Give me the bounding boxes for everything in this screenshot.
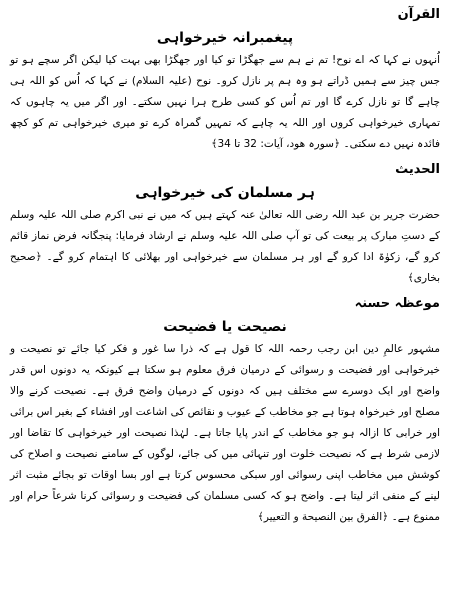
hadith-heading: الحدیث xyxy=(395,162,440,177)
mauiza-heading: موعظہ حسنہ xyxy=(354,296,440,311)
mauiza-reference: ﴿الفرق بین النصیحة و التعییر﴾ xyxy=(257,511,389,523)
quran-reference: ﴿سورہ ھود، آیات: 32 تا 34﴾ xyxy=(211,138,341,150)
hadith-title: ہر مسلمان کی خیرخواہی xyxy=(135,185,315,201)
quran-heading: القرآن xyxy=(397,7,440,22)
hadith-text xyxy=(10,205,440,289)
mauiza-title: نصیحت یا فضیحت xyxy=(163,319,287,335)
hadith-reference: ﴿صحیح بخاری﴾ xyxy=(10,251,440,284)
quran-title: پیغمبرانہ خیرخواہی xyxy=(156,30,294,46)
quran-body: اُنہوں نے کہا کہ اے نوح! تم نے ہم سے جھگڑا تو کیا اور جھگڑا بھی بہت کیا لیکن اگر سچے ہو تو جس چیز سے ہمیں ڈراتے ہو وہ ہم پر نازل کرو۔ نوح (علیہ السلام) نے کہا کہ اُس کو اللہ ہی چاہے گا تو نازل کرے گا اور تم اُس کو کسی طرح ہرا نہیں سکتے۔ اور اگر میں یہ چاہوں کہ تمہاری خیرخواہی کروں اور اللہ یہ چاہے کہ تمہیں گمراہ کرے تو میری خیرخواہی تم کو کچھ فائدہ نہیں دے سکتی۔ xyxy=(10,54,440,150)
hadith-body: حضرت جریر بن عبد اللہ رضی اللہ تعالیٰ عنہ کہتے ہیں کہ میں نے نبی اکرم صلی اللہ علیہ وسلم کے دستِ مبارک پر بیعت کی تو آپ صلی اللہ علیہ وسلم نے ارشاد فرمایا: پنجگانہ فرض نماز قائم کرو گے، زکوٰۃ ادا کرو گے اور ہر مسلمان سے خیرخواہی اور بھلائی کا اہتمام کرو گے۔ xyxy=(10,209,440,263)
mauiza-text xyxy=(10,339,440,528)
mauiza-body: مشہور عالمِ دین ابن رجب رحمہ اللہ کا قول ہے کہ ذرا سا غور و فکر کیا جائے تو نصیحت و خیرخواہی اور فضیحت و رسوائی کے درمیان فرق معلوم ہو سکتا ہے کیونکہ یہ دونوں اس قدر واضح اور ایک دوسرے سے مختلف ہیں کہ دونوں کے درمیان واضح فرق ہے۔ نصیحت کرنے والا مصلح اور خیرخواہ ہوتا ہے جو مخاطب کے عیوب و نقائص کی اشاعت اور افشاء کے بغیر اس برائی اور خرابی کا ازالہ ہو جو مخاطب کے اندر پایا جاتا ہے۔ لہٰذا نصیحت اور خیرخواہی کا تقاضا اور لازمی شرط ہے کہ نصیحت خلوت اور تنہائی میں کی جائے، لوگوں کے سامنے نصیحت و اصلاح کی کوشش میں مخاطب اپنی رسوائی اور سبکی محسوس کرتا ہے اور بسا اوقات تو بجائے مثبت اثر لینے کے منفی اثر لیتا ہے۔ واضح ہو کہ کسی مسلمان کی فضیحت و رسوائی کرنا شرعاً حرام اور ممنوع ہے۔ xyxy=(10,343,440,523)
quran-text xyxy=(10,50,440,155)
